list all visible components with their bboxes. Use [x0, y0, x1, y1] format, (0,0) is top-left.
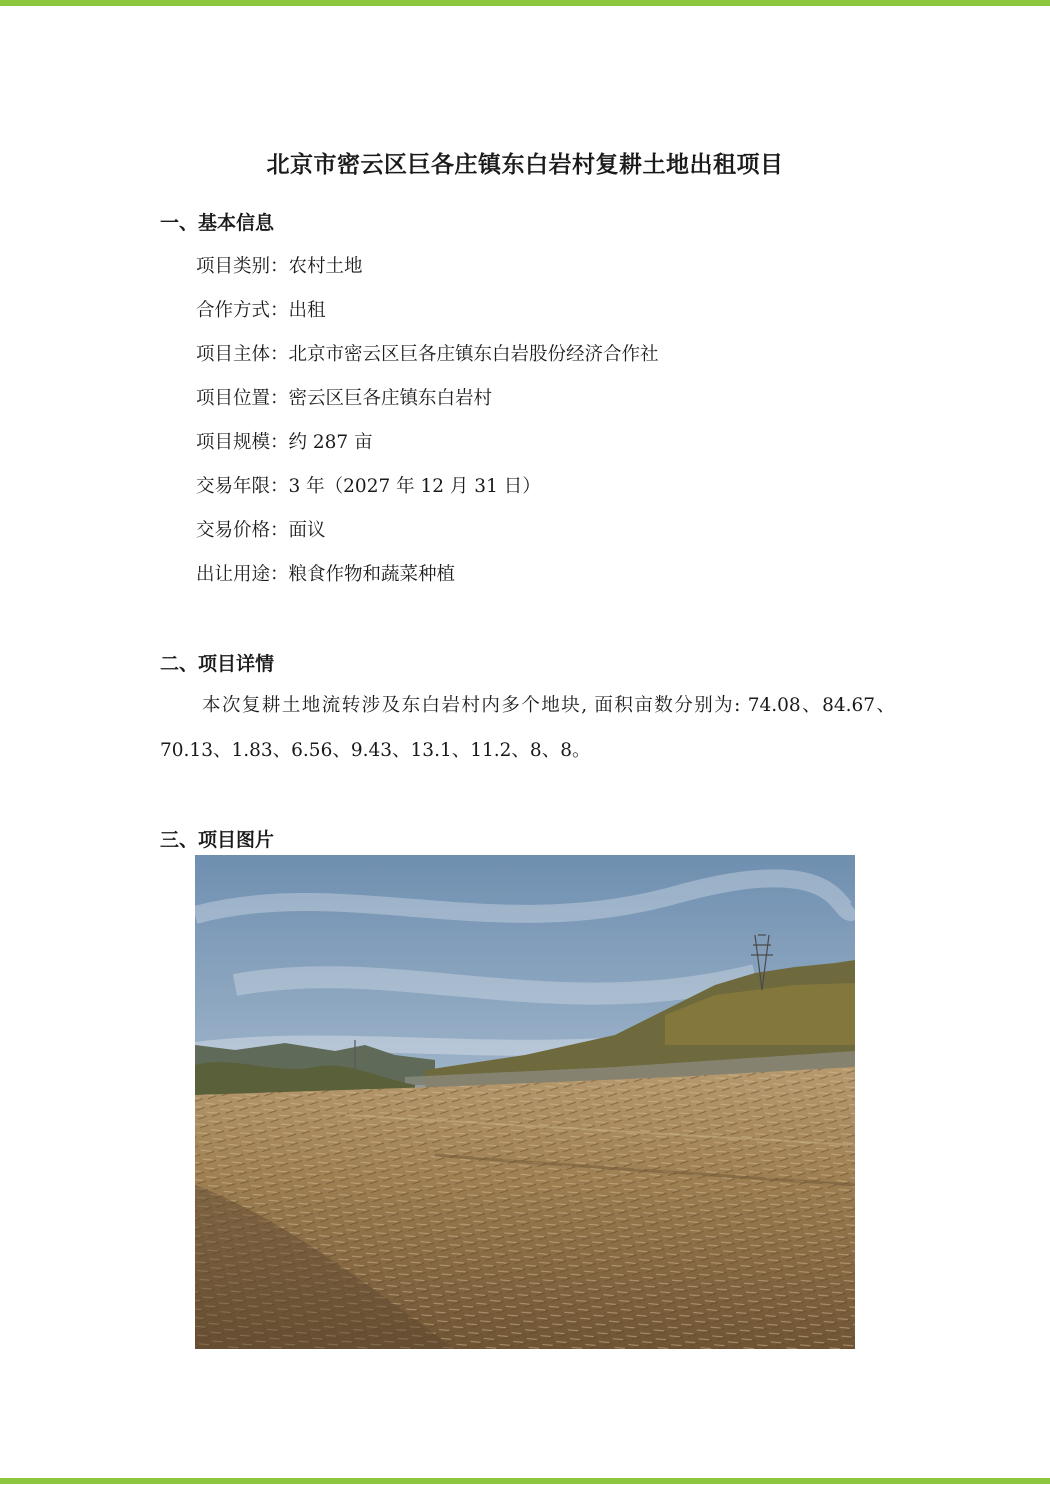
document-title: 北京市密云区巨各庄镇东白岩村复耕土地出租项目 — [266, 151, 784, 178]
info-label: 项目位置： — [196, 388, 289, 409]
info-row-subject — [196, 340, 659, 366]
section-heading-project-photos: 三、项目图片 — [160, 829, 275, 851]
info-value: 粮食作物和蔬菜种植 — [288, 564, 456, 585]
info-label: 合作方式： — [196, 300, 289, 321]
info-row-term — [196, 472, 541, 498]
info-label: 项目主体： — [196, 344, 289, 365]
info-label: 项目类别： — [196, 256, 289, 277]
project-photo-farmland — [195, 855, 855, 1349]
info-value: 约 287 亩 — [288, 432, 373, 453]
bottom-accent-bar — [0, 1478, 1050, 1484]
info-label: 交易年限： — [196, 476, 289, 497]
farmland-landscape-image — [195, 855, 855, 1349]
top-accent-bar — [0, 0, 1050, 6]
info-value: 出租 — [288, 300, 326, 321]
info-row-scale — [196, 428, 373, 454]
section-heading-project-details: 二、项目详情 — [160, 653, 275, 675]
info-value: 密云区巨各庄镇东白岩村 — [288, 388, 493, 409]
info-row-category — [196, 252, 363, 278]
info-value: 农村土地 — [288, 256, 363, 277]
project-details-paragraph: 本次复耕土地流转涉及东白岩村内多个地块, 面积亩数分别为: 74.08、84.67、70.13、1.83、6.56、9.43、13.1、11.2、8、8。 — [160, 695, 895, 761]
info-label: 项目规模： — [196, 432, 289, 453]
info-label: 交易价格： — [196, 520, 289, 541]
info-label: 出让用途： — [196, 564, 289, 585]
info-value: 面议 — [288, 520, 326, 541]
info-row-location — [196, 384, 492, 410]
info-value: 北京市密云区巨各庄镇东白岩股份经济合作社 — [288, 344, 659, 365]
info-value: 3 年（2027 年 12 月 31 日） — [288, 476, 541, 497]
section-heading-basic-info: 一、基本信息 — [160, 212, 275, 234]
info-row-price — [196, 516, 326, 542]
info-row-usage — [196, 560, 455, 586]
info-row-cooperation — [196, 296, 326, 322]
